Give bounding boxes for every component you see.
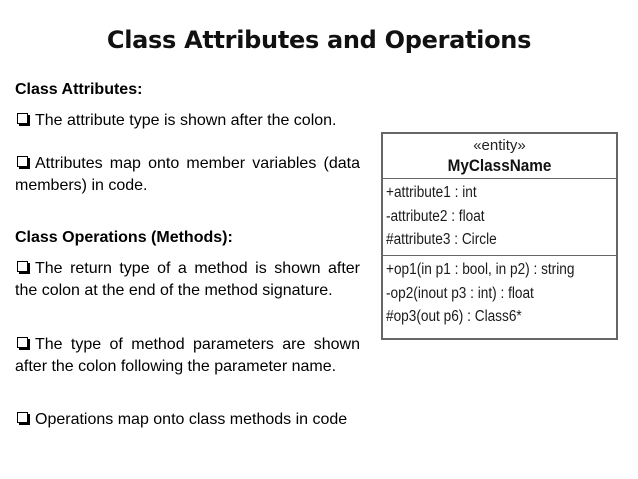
uml-attributes-compartment bbox=[383, 179, 616, 256]
uml-class-name: MyClassName bbox=[447, 156, 552, 175]
attributes-heading: Class Attributes: bbox=[15, 81, 143, 98]
operations-bullet-1 bbox=[15, 258, 360, 301]
uml-class-header bbox=[383, 134, 616, 179]
uml-operation: +op1(in p1 : bool, in p2) : string bbox=[386, 261, 575, 278]
uml-attribute: -attribute2 : float bbox=[386, 207, 485, 225]
attributes-bullet-2 bbox=[15, 153, 360, 196]
bullet-text: Operations map onto class methods in code bbox=[35, 411, 348, 428]
checkbox-bullet-icon bbox=[17, 412, 28, 423]
checkbox-bullet-icon bbox=[17, 113, 28, 124]
uml-operations-compartment bbox=[383, 256, 616, 338]
bullet-text: The type of method parameters are shown after the colon following the parameter name. bbox=[15, 336, 360, 375]
uml-attribute: +attribute1 : int bbox=[386, 184, 477, 201]
checkbox-bullet-icon bbox=[17, 261, 28, 272]
slide-title: Class Attributes and Operations bbox=[106, 26, 532, 54]
checkbox-bullet-icon bbox=[17, 156, 28, 167]
operations-bullet-3 bbox=[15, 409, 360, 431]
uml-stereotype: «entity» bbox=[473, 137, 526, 154]
operations-heading: Class Operations (Methods): bbox=[15, 229, 233, 246]
bullet-text: The attribute type is shown after the colon. bbox=[35, 112, 337, 129]
checkbox-bullet-icon bbox=[17, 337, 28, 348]
uml-operation: -op2(inout p3 : int) : float bbox=[386, 284, 534, 302]
uml-attribute: #attribute3 : Circle bbox=[386, 231, 497, 248]
bullet-text: Attributes map onto member variables (data members) in code. bbox=[15, 155, 360, 194]
uml-class-box bbox=[381, 132, 618, 340]
bullet-text: The return type of a method is shown after the colon at the end of the method signature. bbox=[15, 260, 360, 299]
attributes-bullet-1 bbox=[15, 110, 360, 132]
operations-bullet-2 bbox=[15, 334, 360, 377]
uml-operation: #op3(out p6) : Class6* bbox=[386, 308, 522, 325]
